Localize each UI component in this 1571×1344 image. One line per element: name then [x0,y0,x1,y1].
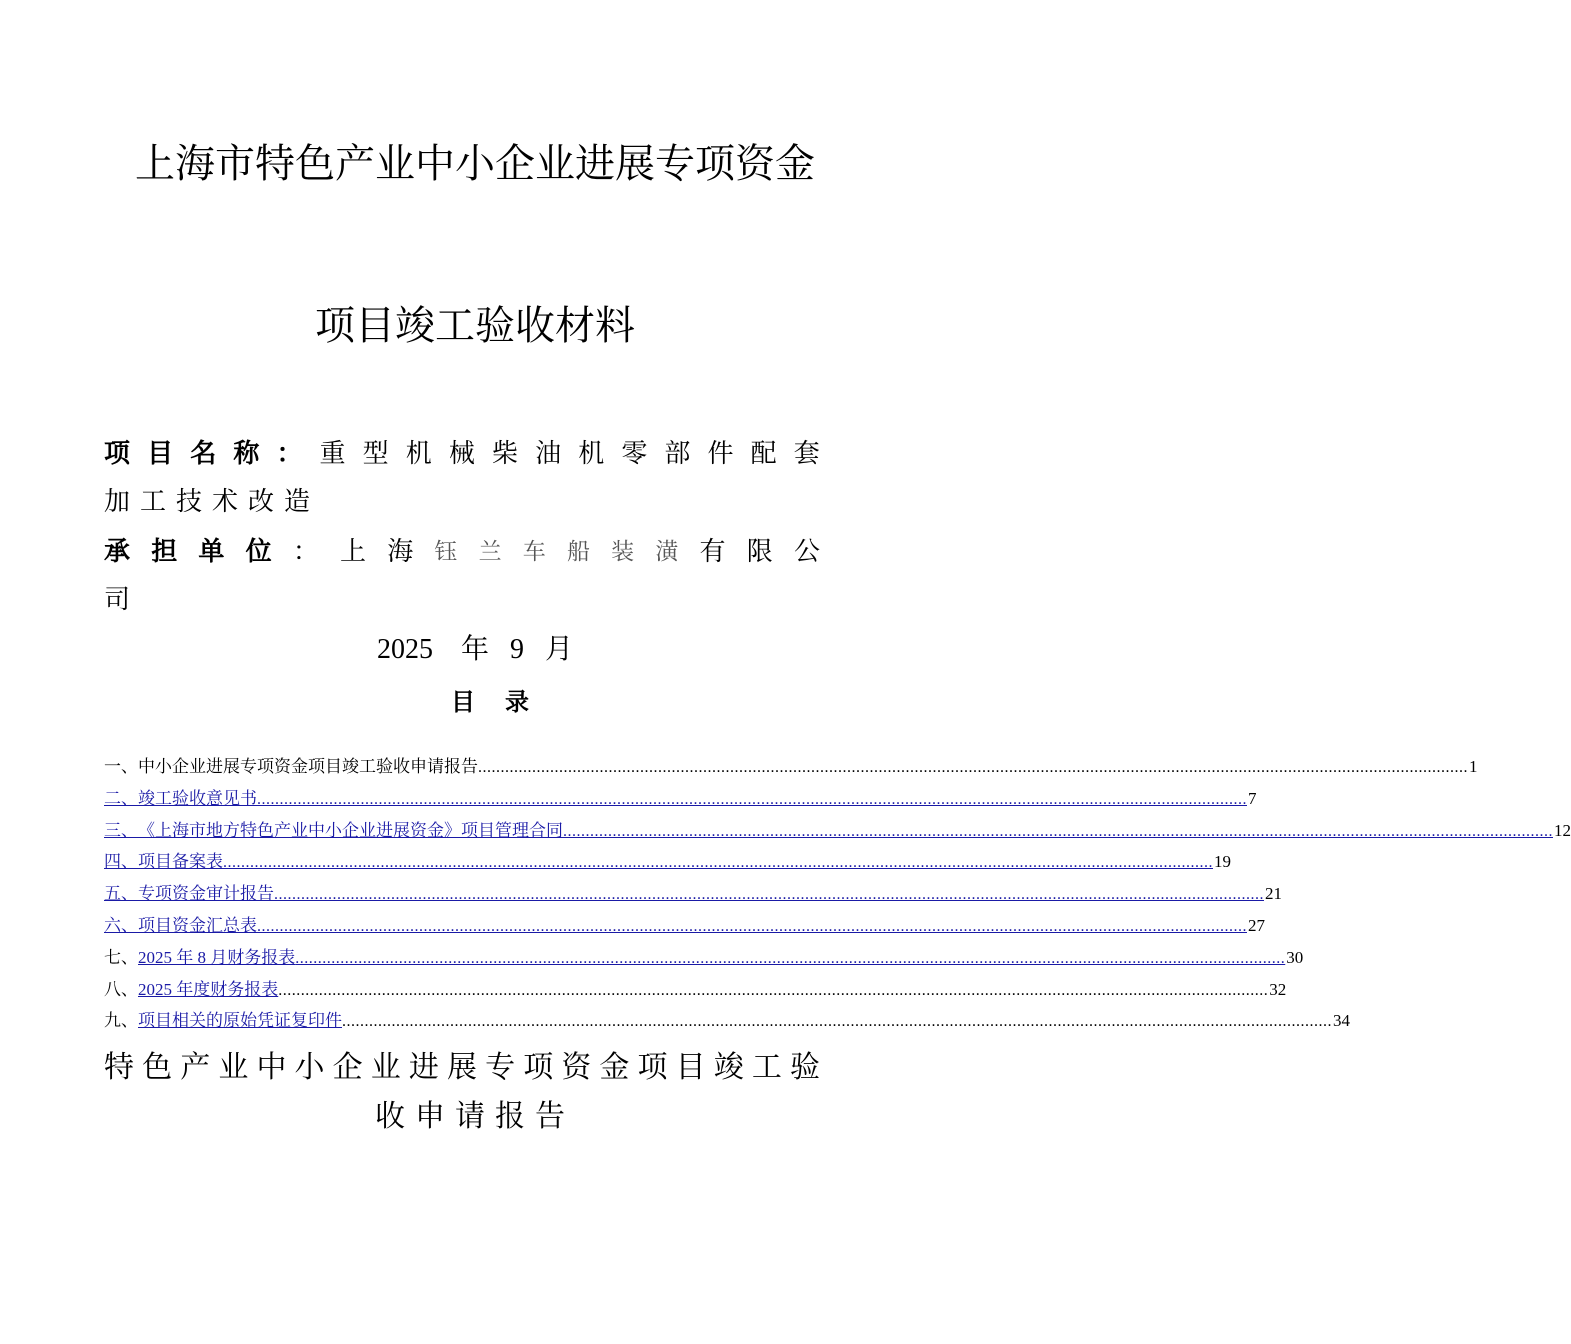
toc-entry-leader: ............................................................................................................................................................................................................................ [295,949,1286,967]
project-name-label-char: 名 [190,439,217,469]
toc-entry-label: 中小企业进展专项资金项目竣工验收申请报告 [138,757,478,777]
toc-entry-label[interactable]: 竣工验收意见书 [138,788,257,809]
toc-entry-leader: ............................................................................................................................................................................................................................ [257,917,1247,935]
undertaker-value-char: 兰 [478,539,502,565]
toc-entry[interactable] [104,975,1287,1007]
undertaker-row [104,534,820,570]
toc-entry-page: 7 [1248,788,1257,808]
project-name-value-char: 套 [793,439,820,469]
undertaker-continuation: 司 [104,585,141,615]
toc-entry[interactable] [104,1006,1350,1038]
section-heading-char: 项 [523,1050,554,1085]
toc-entry-number: 六、 [104,915,138,936]
toc-entry-page: 19 [1214,852,1231,872]
toc-entry-label[interactable]: 《上海市地方特色产业中小企业进展资金》项目管理合同 [138,820,563,841]
toc-entry-page: 32 [1269,979,1287,999]
project-name-label-char: 称 [233,439,260,469]
project-name-continuation: 加工技术改造 [104,487,321,517]
toc-entry-page: 21 [1265,884,1282,904]
undertaker-label-char: 位 [245,537,272,567]
toc-entry-number: 五、 [104,884,138,905]
toc-entry-number: 八、 [104,979,138,1000]
cover-title-line-2: 项目竣工验收材料 [315,303,635,349]
undertaker-value-char: 钰 [434,539,458,565]
project-name-value-char: 配 [750,439,777,469]
project-name-value-char: 械 [448,439,475,469]
undertaker-value-char: 有 [699,537,726,567]
section-heading-char: 业 [370,1050,401,1085]
undertaker-label-char: 承 [104,537,131,567]
project-name-value-char: 型 [362,439,389,469]
undertaker-value-char: 装 [611,539,635,565]
toc-entry-number: 四、 [104,852,138,873]
undertaker-label-char: 担 [151,537,178,567]
project-name-row [104,436,820,472]
toc-entry-number: 九、 [104,1011,138,1032]
project-name-value-char: 机 [578,439,605,469]
toc-entry-label[interactable]: 2025 年度财务报表 [138,979,279,999]
toc-entry-leader: ............................................................................................................................................................................................................................ [563,822,1553,840]
toc-entry-label[interactable]: 专项资金审计报告 [138,884,274,905]
section-heading-char: 目 [675,1050,706,1085]
toc-entry-number: 一、 [104,757,138,777]
table-of-contents [104,752,1571,1038]
project-name-value-char: 柴 [491,439,518,469]
toc-entry-leader: ............................................................................................................................................................................................................................ [257,790,1247,808]
toc-entry[interactable] [104,911,1265,943]
project-name-value-char: 件 [707,439,734,469]
section-heading-char: 进 [408,1050,439,1085]
undertaker-value-char: 海 [387,537,414,567]
section-heading-char: 小 [294,1050,325,1085]
toc-entry[interactable] [104,784,1257,816]
toc-entry-number: 三、 [104,820,138,841]
section-heading-char: 竣 [713,1050,744,1085]
section-heading-char: 企 [332,1050,363,1085]
section-heading-line-2: 收申请报告 [375,1099,575,1134]
undertaker-value-char: 限 [746,537,773,567]
toc-entry[interactable] [104,752,1478,784]
toc-entry-label[interactable]: 项目相关的原始凭证复印件 [138,1011,342,1032]
toc-entry-leader: ............................................................................................................................................................................................................................ [342,1013,1332,1031]
undertaker-value-char: 潢 [655,539,679,565]
section-heading-char: 展 [446,1050,477,1085]
toc-entry-page: 1 [1469,757,1478,776]
project-name-value-char: 油 [535,439,562,469]
toc-entry[interactable] [104,943,1304,975]
cover-date: 2025 年 9 月 [376,634,573,665]
section-heading-char: 工 [751,1050,782,1085]
toc-entry-number: 二、 [104,788,138,809]
section-heading-char: 验 [789,1050,820,1085]
toc-title: 目录 [451,688,559,716]
toc-entry-label[interactable]: 项目资金汇总表 [138,915,257,936]
project-name-label-char: 目 [147,439,174,469]
section-heading-char: 项 [637,1050,668,1085]
undertaker-colon: ： [292,537,319,567]
undertaker-value-char: 上 [340,537,367,567]
project-name-value-char: 部 [664,439,691,469]
undertaker-label-char: 单 [198,537,225,567]
toc-entry[interactable] [104,847,1231,879]
undertaker-value-char: 船 [566,539,590,565]
toc-entry-page: 30 [1286,947,1304,967]
toc-entry-number: 七、 [104,947,138,968]
project-name-label-char: ： [276,439,303,469]
project-name-value-char: 重 [319,439,346,469]
toc-entry[interactable] [104,816,1571,848]
toc-entry-label[interactable]: 2025 年 8 月财务报表 [138,947,296,967]
undertaker-value-char: 车 [522,539,546,565]
toc-entry-leader: ............................................................................................................................................................................................................................ [274,886,1264,904]
toc-entry-leader: ............................................................................................................................................................................................................................ [278,981,1269,999]
project-name-label-char: 项 [104,439,131,469]
cover-title-line-1: 上海市特色产业中小企业进展专项资金 [135,141,815,187]
section-heading-char: 色 [142,1050,173,1085]
project-name-value-char: 机 [405,439,432,469]
toc-entry-leader: ............................................................................................................................................................................................................................ [478,759,1468,776]
toc-entry[interactable] [104,879,1282,911]
undertaker-value-char: 公 [793,537,820,567]
toc-entry-page: 27 [1248,915,1265,935]
section-heading-char: 中 [256,1050,287,1085]
section-heading-char: 业 [218,1050,249,1085]
section-heading-char: 资 [561,1050,592,1085]
toc-entry-label[interactable]: 项目备案表 [138,852,223,873]
section-heading-char: 专 [485,1050,516,1085]
toc-entry-leader: ............................................................................................................................................................................................................................ [223,854,1213,872]
toc-entry-page: 34 [1333,1011,1350,1031]
section-heading-line-1 [104,1048,820,1088]
toc-entry-page: 12 [1554,820,1571,840]
section-heading-char: 金 [599,1050,630,1085]
section-heading-char: 特 [104,1050,134,1085]
project-name-value-char: 零 [621,439,648,469]
section-heading-char: 产 [180,1050,211,1085]
